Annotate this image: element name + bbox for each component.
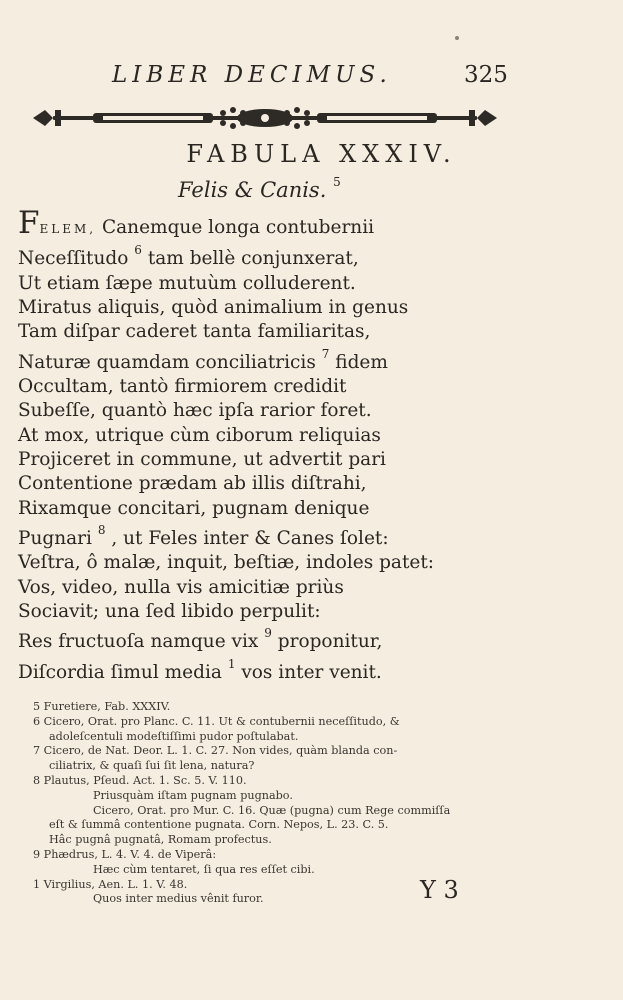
footnote-line: Priusquàm iſtam pugnam pugnabo. xyxy=(93,788,293,802)
footnote-ref: 1 xyxy=(227,656,236,671)
verse-line xyxy=(18,576,478,600)
fable-subtitle xyxy=(178,175,341,202)
verse-text: Contentione prædam ab illis diſtrahi, xyxy=(18,473,367,495)
drop-cap: F xyxy=(18,205,40,241)
verse-text: Pugnari xyxy=(18,528,92,550)
subtitle-footnote-ref: 5 xyxy=(333,175,341,189)
verse-text: Diſcordia ſimul media xyxy=(18,661,222,683)
footnote-line: 9 Phædrus, L. 4. V. 4. de Viperâ: xyxy=(33,847,217,861)
verse-line xyxy=(18,296,478,320)
verse-line xyxy=(18,345,478,375)
verse-line xyxy=(18,624,478,654)
footnote-line: eſt & ſummâ contentione pugnata. Corn. Nepos, L. 23. C. 5. xyxy=(49,818,389,832)
verse-text: Miratus aliquis, quòd animalium in genus xyxy=(18,297,409,319)
footnote-line: Hâc pugnâ pugnatâ, Romam profectus. xyxy=(49,833,272,847)
footnote-line: ciliatrix, & quaſi ſui ſit lena, natura? xyxy=(49,759,255,773)
verse-line xyxy=(18,521,478,551)
footnote-line: 5 Furetiere, Fab. XXXIV. xyxy=(33,700,171,713)
footnote-ref: 9 xyxy=(264,626,272,641)
footnote-line: 1 Virgilius, Aen. L. 1. V. 48. xyxy=(33,877,188,891)
footnote-line: Quos inter medius vênit furor. xyxy=(93,892,264,906)
specks xyxy=(455,36,459,40)
verse-line xyxy=(18,375,478,399)
verse-line xyxy=(18,424,478,448)
footnote-ref: 8 xyxy=(97,522,106,537)
verse-line xyxy=(18,205,478,241)
footnote-line: 7 Cicero, de Nat. Deor. L. 1. C. 27. Non vides, quàm blanda con- xyxy=(33,744,398,758)
subtitle-text: Felis & Canis. xyxy=(178,178,327,202)
verse-text: proponitur, xyxy=(277,631,383,653)
verse-text: At mox, utrique cùm ciborum reliquias xyxy=(18,424,381,446)
verse-line xyxy=(18,497,478,521)
verse-text: fidem xyxy=(335,351,388,373)
verse-text: tam bellè conjunxerat, xyxy=(147,248,359,270)
footnote-line: 6 Cicero, Orat. pro Planc. C. 11. Ut & contubernii neceſſitudo, & xyxy=(33,714,400,728)
verse-line xyxy=(18,600,478,624)
verse-text: vos inter venit. xyxy=(241,661,382,683)
verse-line xyxy=(18,472,478,496)
footnote-line: Cicero, Orat. pro Mur. C. 16. Quæ (pugna) cum Rege commiſſa xyxy=(93,803,451,817)
verse-text: Neceſſitudo xyxy=(18,248,129,270)
verse-text: Naturæ quamdam conciliatricis xyxy=(18,351,316,373)
verse-text: Vos, video, nulla vis amicitiæ priùs xyxy=(18,576,344,598)
running-head: LIBER DECIMUS. xyxy=(112,62,392,88)
verse-text: Occultam, tantò firmiorem credidit xyxy=(18,376,347,398)
footnote-line: adoleſcentuli modeſtiſſimi pudor poſtulabat. xyxy=(49,729,299,743)
footnote-ref: 7 xyxy=(321,346,330,361)
verse-line xyxy=(18,399,478,423)
verse-text: Subeſſe, quantò hæc ipſa rarior foret. xyxy=(18,400,372,422)
verse-line xyxy=(18,551,478,575)
verse-block xyxy=(18,205,478,685)
ornament-divider-icon xyxy=(33,98,497,138)
verse-text: Sociavit; una ſed libido perpulit: xyxy=(18,600,321,622)
verse-text: Res fructuoſa namque vix xyxy=(18,631,259,653)
verse-line xyxy=(18,272,478,296)
verse-text: Canemque longa contubernii xyxy=(102,217,375,238)
verse-line xyxy=(18,320,478,344)
signature-mark: Y 3 xyxy=(420,876,459,904)
fable-title: FABULA XXXIV. xyxy=(186,140,457,168)
page-number: 325 xyxy=(464,62,508,88)
verse-line xyxy=(18,448,478,472)
footnote-line: Hæc cùm tentaret, ſi qua res eſſet cibi. xyxy=(93,862,315,876)
verse-text: Ut etiam ſæpe mutuùm colluderent. xyxy=(18,272,356,294)
footnote-ref: 6 xyxy=(134,243,142,258)
verse-text: Veſtra, ô malæ, inquit, beſtiæ, indoles patet: xyxy=(18,552,434,574)
verse-text: Rixamque concitari, pugnam denique xyxy=(18,497,370,519)
verse-text: Tam diſpar caderet tanta familiaritas, xyxy=(18,321,371,343)
verse-line xyxy=(18,241,478,271)
verse-text: Projiceret in commune, ut advertit pari xyxy=(18,448,386,470)
verse-text: , ut Feles inter & Canes ſolet: xyxy=(111,528,389,550)
verse-line xyxy=(18,655,478,685)
footnote-line: 8 Plautus, Pſeud. Act. 1. Sc. 5. V. 110. xyxy=(33,773,247,787)
first-word: ELEM, xyxy=(39,222,97,236)
